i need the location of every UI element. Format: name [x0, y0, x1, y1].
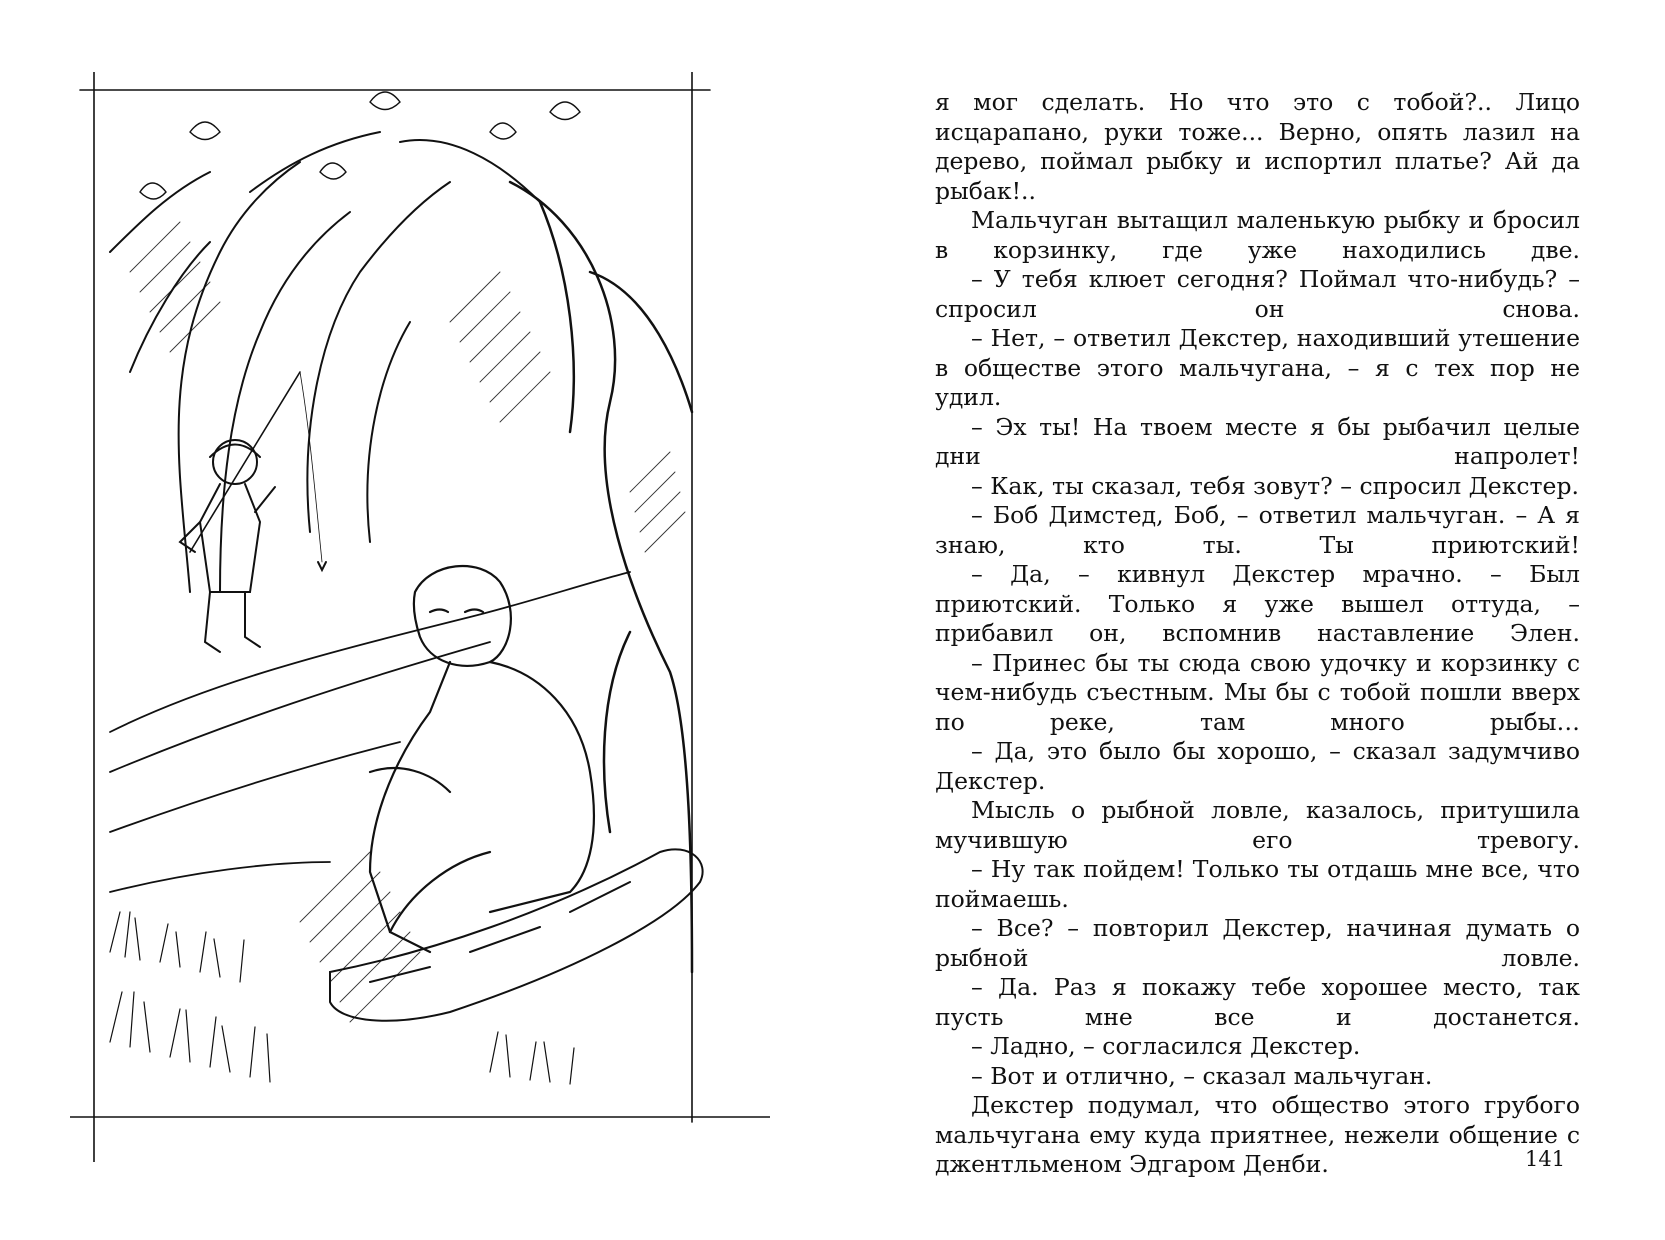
- paragraph: – Все? – повторил Декстер, начиная думать о рыбной ловле.: [935, 914, 1580, 972]
- small-boy-fishing: [180, 372, 326, 652]
- paragraph: – Ладно, – согласился Декстер.: [971, 1032, 1361, 1060]
- paragraph: – Да, это было бы хорошо, – сказал задумчиво Декстер.: [935, 737, 1580, 795]
- paragraph: – У тебя клюет сегодня? Поймал что-нибудь? – спросил он снова.: [935, 265, 1580, 323]
- river-banks: [110, 572, 630, 892]
- forest-trees: [110, 132, 540, 592]
- text-column: [935, 88, 1580, 1180]
- paragraph: – Как, ты сказал, тебя зовут? – спросил Декстер.: [971, 471, 1579, 500]
- paragraph: я мог сделать. Но что это с тобой?.. Лицо исцарапано, руки тоже... Верно, опять лазил на дерево, поймал рыбку и испортил платье? Ай да рыбак!..: [935, 88, 1580, 205]
- shading-hatch: [130, 222, 685, 1022]
- illustration-boys-fishing: [70, 72, 770, 1162]
- paragraph: – Эх ты! На твоем месте я бы рыбачил целые дни напролет!: [935, 412, 1580, 470]
- seated-boy-dexter: [370, 566, 594, 952]
- paragraph: Декстер подумал, что общество этого грубого мальчугана ему куда приятнее, нежели общение с джентльменом Эдгаром Денби.: [935, 1091, 1580, 1178]
- paragraph: – Принес бы ты сюда свою удочку и корзинку с чем-нибудь съестным. Мы бы с тобой пошли вверх по реке, там много рыбы…: [935, 648, 1580, 736]
- paragraph: – Да, – кивнул Декстер мрачно. – Был приютский. Только я уже вышел оттуда, – прибавил он, вспомнив наставление Элен.: [935, 560, 1580, 647]
- pen-drawing-illustration: [70, 72, 770, 1162]
- paragraph: Мальчуган вытащил маленькую рыбку и бросил в корзинку, где уже находились две.: [935, 206, 1580, 264]
- paragraph: Мысль о рыбной ловле, казалось, притушила мучившую его тревогу.: [935, 796, 1580, 854]
- paragraph: – Вот и отлично, – сказал мальчуган.: [971, 1061, 1433, 1090]
- paragraph: – Да. Раз я покажу тебе хорошее место, так пусть мне все и достанется.: [935, 973, 1580, 1031]
- page-number: 141: [1525, 1147, 1566, 1171]
- large-tree-trunk: [510, 182, 692, 972]
- paragraph: – Боб Димстед, Боб, – ответил мальчуган. – А я знаю, кто ты. Ты приютский!: [935, 501, 1580, 559]
- fallen-log: [330, 849, 703, 1020]
- grass: [110, 912, 574, 1084]
- paragraph: – Нет, – ответил Декстер, находивший утешение в обществе этого мальчугана, – я с тех пор не удил.: [935, 324, 1580, 411]
- paragraph: – Ну так пойдем! Только ты отдашь мне все, что поймаешь.: [935, 855, 1580, 913]
